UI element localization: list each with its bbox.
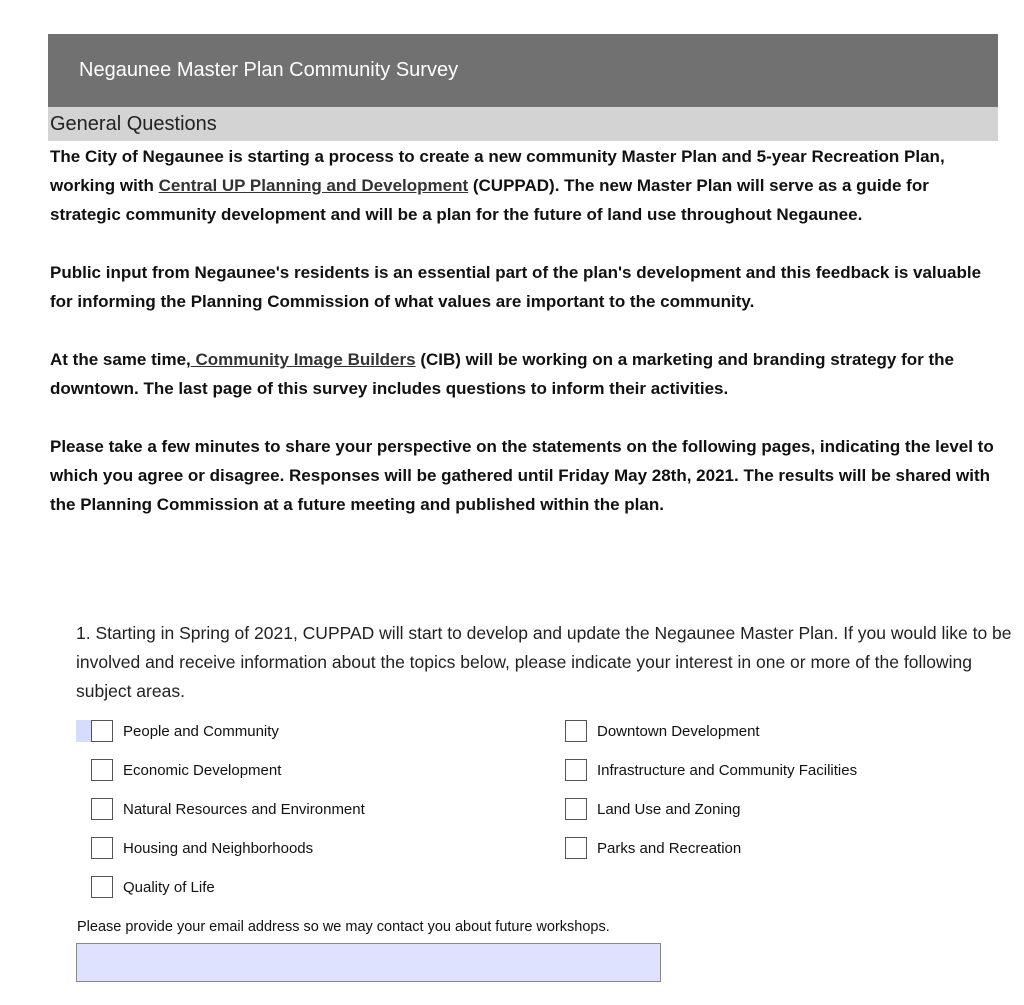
option-label: People and Community <box>123 722 279 740</box>
intro-paragraph-4: Please take a few minutes to share your perspective on the statements on the following pages, indicating the level to which you agree or disagree. Responses will be gathered until Friday May 28th, 2021. The results will be shared with the Planning Commission at a future meeting and published within the plan. <box>50 437 994 514</box>
intro-paragraph-2: Public input from Negaunee's residents is an essential part of the plan's development and this feedback is valuable for informing the Planning Commission of what values are important to the community. <box>50 263 982 311</box>
option-economic-development[interactable] <box>91 757 281 783</box>
question-1-text: 1. Starting in Spring of 2021, CUPPAD will start to develop and update the Negaunee Master Plan. If you would like to be involved and receive information about the topics below, please indicate your interest in one or more of the following subject areas. <box>76 623 1012 701</box>
checkbox-quality-of-life[interactable] <box>91 876 113 898</box>
checkbox-parks-and-recreation[interactable] <box>565 837 587 859</box>
section-title: General Questions <box>50 113 217 135</box>
option-label: Land Use and Zoning <box>597 800 741 818</box>
checkbox-downtown-development[interactable] <box>565 720 587 742</box>
option-land-use-and-zoning[interactable] <box>565 796 740 822</box>
cib-link[interactable]: Community Image Builders <box>190 350 416 369</box>
intro-p3-text-after: (CIB) will be working on a marketing and branding strategy for the downtown. The last page of this survey includes questions to inform their activities. <box>50 350 954 398</box>
option-label: Quality of Life <box>123 878 215 896</box>
survey-header <box>48 34 998 107</box>
intro-paragraph-3 <box>50 345 1000 403</box>
intro-p1-text-after: (CUPPAD). The new Master Plan will serve as a guide for strategic community development and will be a plan for the future of land use throughout Negaunee. <box>50 176 929 224</box>
checkbox-economic-development[interactable] <box>91 759 113 781</box>
intro-text <box>50 142 1000 548</box>
option-downtown-development[interactable] <box>565 718 760 744</box>
checkbox-infrastructure-and-community-facilities[interactable] <box>565 759 587 781</box>
checkbox-natural-resources-and-environment[interactable] <box>91 798 113 820</box>
survey-title: Negaunee Master Plan Community Survey <box>79 59 459 81</box>
intro-p1-text-before: The City of Negaunee is starting a process to create a new community Master Plan and 5-year Recreation Plan, working with <box>50 147 945 195</box>
option-infrastructure-and-community-facilities[interactable] <box>565 757 857 783</box>
checkbox-land-use-and-zoning[interactable] <box>565 798 587 820</box>
section-header <box>48 107 998 141</box>
checkbox-people-and-community[interactable] <box>91 720 113 742</box>
option-quality-of-life[interactable] <box>91 874 215 900</box>
option-housing-and-neighborhoods[interactable] <box>91 835 313 861</box>
option-label: Parks and Recreation <box>597 839 742 857</box>
option-label: Downtown Development <box>597 722 760 740</box>
email-input[interactable] <box>76 943 661 982</box>
option-label: Economic Development <box>123 761 282 779</box>
option-label: Natural Resources and Environment <box>123 800 365 818</box>
option-people-and-community[interactable] <box>91 718 279 744</box>
option-parks-and-recreation[interactable] <box>565 835 741 861</box>
option-label: Infrastructure and Community Facilities <box>597 761 858 779</box>
option-natural-resources-and-environment[interactable] <box>91 796 365 822</box>
intro-paragraph-1 <box>50 142 1000 229</box>
intro-p3-text-before: At the same time, <box>50 350 191 369</box>
checkbox-housing-and-neighborhoods[interactable] <box>91 837 113 859</box>
option-label: Housing and Neighborhoods <box>123 839 314 857</box>
cuppad-link[interactable]: Central UP Planning and Development <box>158 176 469 195</box>
email-label: Please provide your email address so we may contact you about future workshops. <box>77 919 610 935</box>
